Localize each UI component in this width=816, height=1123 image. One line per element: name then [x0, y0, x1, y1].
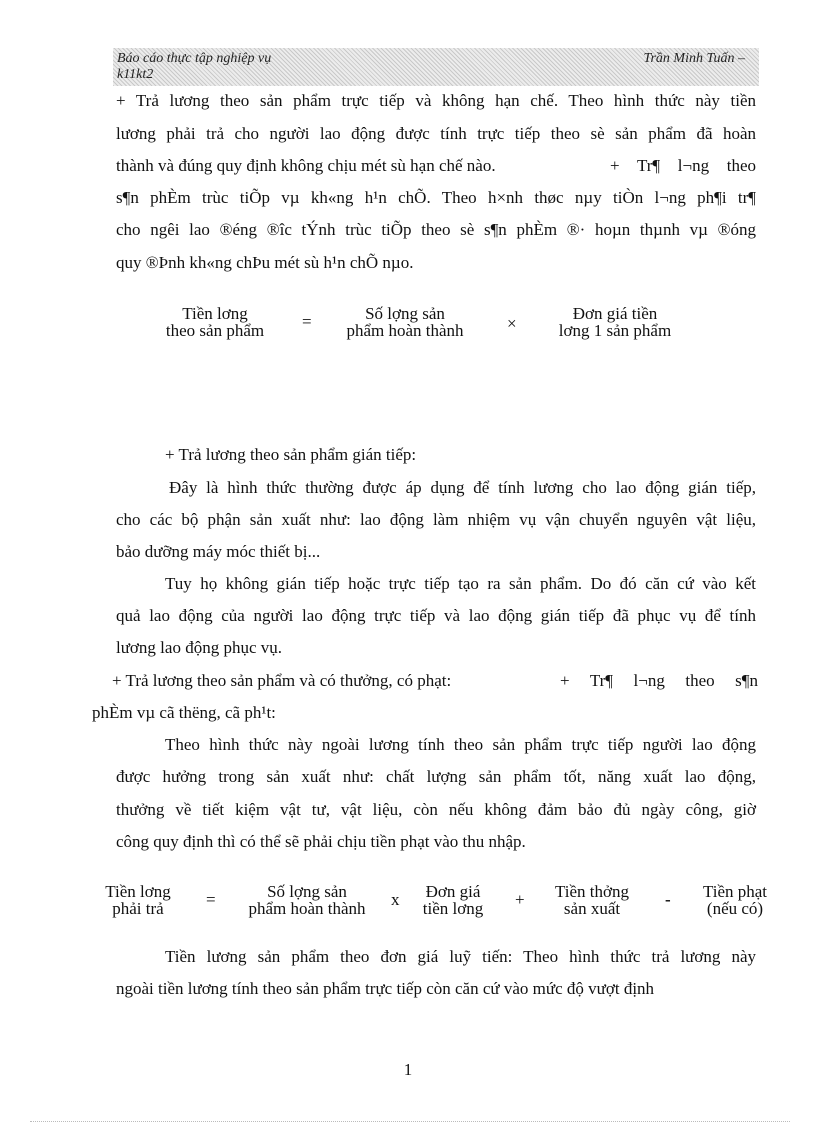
formula-text: lơng 1 sản phẩm: [558, 321, 672, 340]
formula-text: tiền lơng: [422, 899, 484, 918]
paragraph-line: lương phải trả cho người lao động được tính trực tiếp theo sè sản phẩm đã hoàn: [116, 124, 756, 143]
paragraph-line: được hưởng trong sản xuất như: chất lượng sản phẩm tốt, năng xuất lao động,: [116, 767, 756, 786]
paragraph-line: + Trả lương theo sản phẩm và có thưởng, có phạt:: [112, 671, 452, 690]
page-header: [113, 48, 759, 86]
footer-divider: [30, 1121, 790, 1122]
header-class-code: k11kt2: [117, 67, 154, 82]
formula-term-unit-price: [410, 883, 496, 917]
paragraph-line: + Trả lương theo sản phẩm gián tiếp:: [165, 445, 417, 464]
paragraph-line: bảo dưỡng máy móc thiết bị...: [116, 542, 321, 561]
equals-sign: =: [206, 890, 216, 909]
paragraph-line: Tiền lương sản phẩm theo đơn giá luỹ tiến: Theo hình thức trả lương này: [165, 947, 756, 966]
formula-text: Tiền lơng: [105, 882, 171, 901]
paragraph-line: Đây là hình thức thường được áp dụng để tính lương cho lao động gián tiếp,: [169, 478, 756, 497]
multiply-sign: ×: [507, 314, 517, 333]
formula-term-quantity: [232, 883, 382, 917]
paragraph-line: lương lao động phục vụ.: [116, 638, 282, 657]
formula-text: (nếu có): [706, 899, 764, 918]
paragraph-line: ngoài tiền lương tính theo sản phẩm trực tiếp còn căn cứ vào mức độ vượt định: [116, 979, 655, 998]
formula-term-wage: [150, 305, 280, 339]
formula-text: Đơn giá: [425, 882, 481, 901]
formula-text: phẩm hoàn thành: [248, 899, 366, 918]
formula-text: Tiền lơng: [182, 304, 248, 323]
formula-text: Đơn giá tiền: [572, 304, 658, 323]
formula-term-bonus: [540, 883, 644, 917]
paragraph-line: Theo hình thức này ngoài lương tính theo sản phẩm trực tiếp người lao động: [165, 735, 756, 754]
formula-term-wage-payable: [88, 883, 188, 917]
formula-text: theo sản phẩm: [165, 321, 265, 340]
formula-text: phẩm hoàn thành: [346, 321, 464, 340]
plus-sign: +: [515, 890, 525, 909]
header-author: Trần Minh Tuấn –: [643, 51, 745, 66]
paragraph-line: cho các bộ phận sản xuất như: lao động làm nhiệm vụ vận chuyển nguyên vật liệu,: [116, 510, 756, 529]
equals-sign: =: [302, 312, 312, 331]
paragraph-line: + Tr¶ l¬ng theo: [610, 156, 756, 175]
paragraph-line: + Tr¶ l¬ng theo s¶n: [560, 671, 758, 690]
paragraph-line: s¶n phÈm trùc tiÕp vµ kh«ng h¹n chÕ. Theo h×nh thøc nµy tiÒn l¬ng ph¶i tr¶: [116, 188, 756, 207]
formula-term-unit-price: [540, 305, 690, 339]
paragraph-line: cho ngêi lao ®éng ®îc tÝnh trùc tiÕp theo sè s¶n phÈm ®· hoµn thµnh vµ ®óng: [116, 220, 756, 239]
multiply-sign: x: [391, 890, 400, 909]
header-report-title: Báo cáo thực tập nghiệp vụ: [117, 51, 272, 66]
page-number: 1: [403, 1060, 413, 1079]
paragraph-line: thưởng về tiết kiệm vật tư, vật liệu, còn nếu không đảm bảo đủ ngày công, giờ: [116, 800, 756, 819]
formula-text: phải trả: [112, 899, 164, 918]
paragraph-line: phÈm vµ cã thëng, cã ph¹t:: [92, 703, 276, 722]
paragraph-line: + Trả lương theo sản phẩm trực tiếp và không hạn chế. Theo hình thức này tiền: [116, 91, 756, 110]
paragraph-line: công quy định thì có thể sẽ phải chịu tiền phạt vào thu nhập.: [116, 832, 526, 851]
formula-text: sản xuất: [563, 899, 621, 918]
formula-text: Tiền thởng: [554, 882, 630, 901]
formula-text: Số lợng sản: [365, 304, 445, 323]
formula-text: Tiền phạt: [702, 882, 768, 901]
paragraph-line: quy ®Þnh kh«ng chÞu mét sù h¹n chÕ nµo.: [116, 253, 414, 272]
formula-term-penalty: [690, 883, 780, 917]
formula-text: Số lợng sản: [267, 882, 347, 901]
formula-term-quantity: [330, 305, 480, 339]
minus-sign: -: [665, 890, 671, 909]
paragraph-line: thành và đúng quy định không chịu mét sù hạn chế nào.: [116, 156, 496, 175]
paragraph-line: Tuy họ không gián tiếp hoặc trực tiếp tạo ra sản phẩm. Do đó căn cứ vào kết: [165, 574, 756, 593]
paragraph-line: quả lao động của người lao động trực tiếp và lao động gián tiếp đã phục vụ để tính: [116, 606, 756, 625]
